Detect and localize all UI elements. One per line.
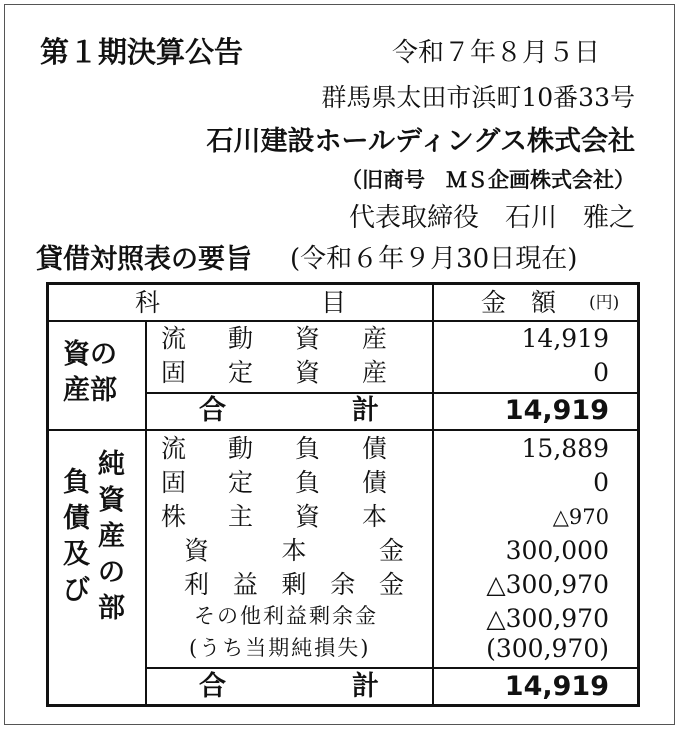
net-loss-value: (300,970)	[486, 634, 609, 663]
liability-row-label: 流 動 負 債	[161, 434, 387, 463]
liability-row-label: (うち当期純損失)	[189, 636, 371, 660]
header-item-2: 目	[321, 288, 347, 317]
liabilities-total-value: 14,919	[504, 671, 609, 702]
notice-title: 第１期決算公告	[40, 35, 244, 69]
other-retained-earnings-value: △300,970	[486, 604, 609, 633]
fixed-assets-value: 0	[593, 358, 609, 387]
assets-label-line-2: 産部	[63, 375, 117, 406]
fixed-liabilities-value: 0	[593, 468, 609, 497]
liabilities-label-col-1: 負 債 及 び	[63, 467, 90, 606]
liability-row-label: 資 本 金	[184, 536, 404, 565]
current-assets-value: 14,919	[521, 324, 609, 353]
asset-row-label: 固 定 資 産	[161, 358, 387, 387]
header-amount: 金 額	[481, 288, 557, 317]
statement-title: 貸借対照表の要旨	[36, 244, 252, 275]
header-unit: (円)	[589, 293, 620, 313]
liability-row-label: 固 定 負 債	[161, 468, 387, 497]
statement-date: (令和６年９月30日現在)	[290, 244, 578, 274]
balance-sheet-table	[46, 282, 640, 707]
liability-row-label: 株 主 資 本	[161, 502, 387, 531]
header-item-1: 科	[135, 288, 161, 317]
capital-stock-value: 300,000	[505, 536, 609, 565]
notice-date: 令和７年８月５日	[392, 38, 601, 68]
assets-total-value: 14,919	[504, 395, 609, 426]
former-company-name: （旧商号 ＭＳ企画株式会社）	[341, 168, 635, 192]
representative: 代表取締役 石川 雅之	[348, 203, 635, 233]
current-liabilities-value: 15,889	[521, 434, 609, 463]
company-name: 石川建設ホールディングス株式会社	[206, 126, 635, 157]
assets-section-label	[63, 337, 133, 409]
liabilities-label-col-2: 純 資 産 の 部	[98, 449, 125, 624]
assets-total-label: 合 計	[199, 395, 379, 426]
company-address: 群馬県太田市浜町10番33号	[321, 83, 635, 112]
liability-row-label: 利 益 剰 余 金	[184, 570, 404, 599]
retained-earnings-value: △300,970	[486, 570, 609, 599]
assets-label-line-1: 資の	[63, 339, 117, 370]
asset-row-label: 流 動 資 産	[161, 324, 387, 353]
liabilities-total-label: 合 計	[199, 671, 379, 702]
liability-row-label: その他利益剰余金	[194, 604, 378, 628]
shareholders-equity-value: △970	[552, 505, 609, 529]
